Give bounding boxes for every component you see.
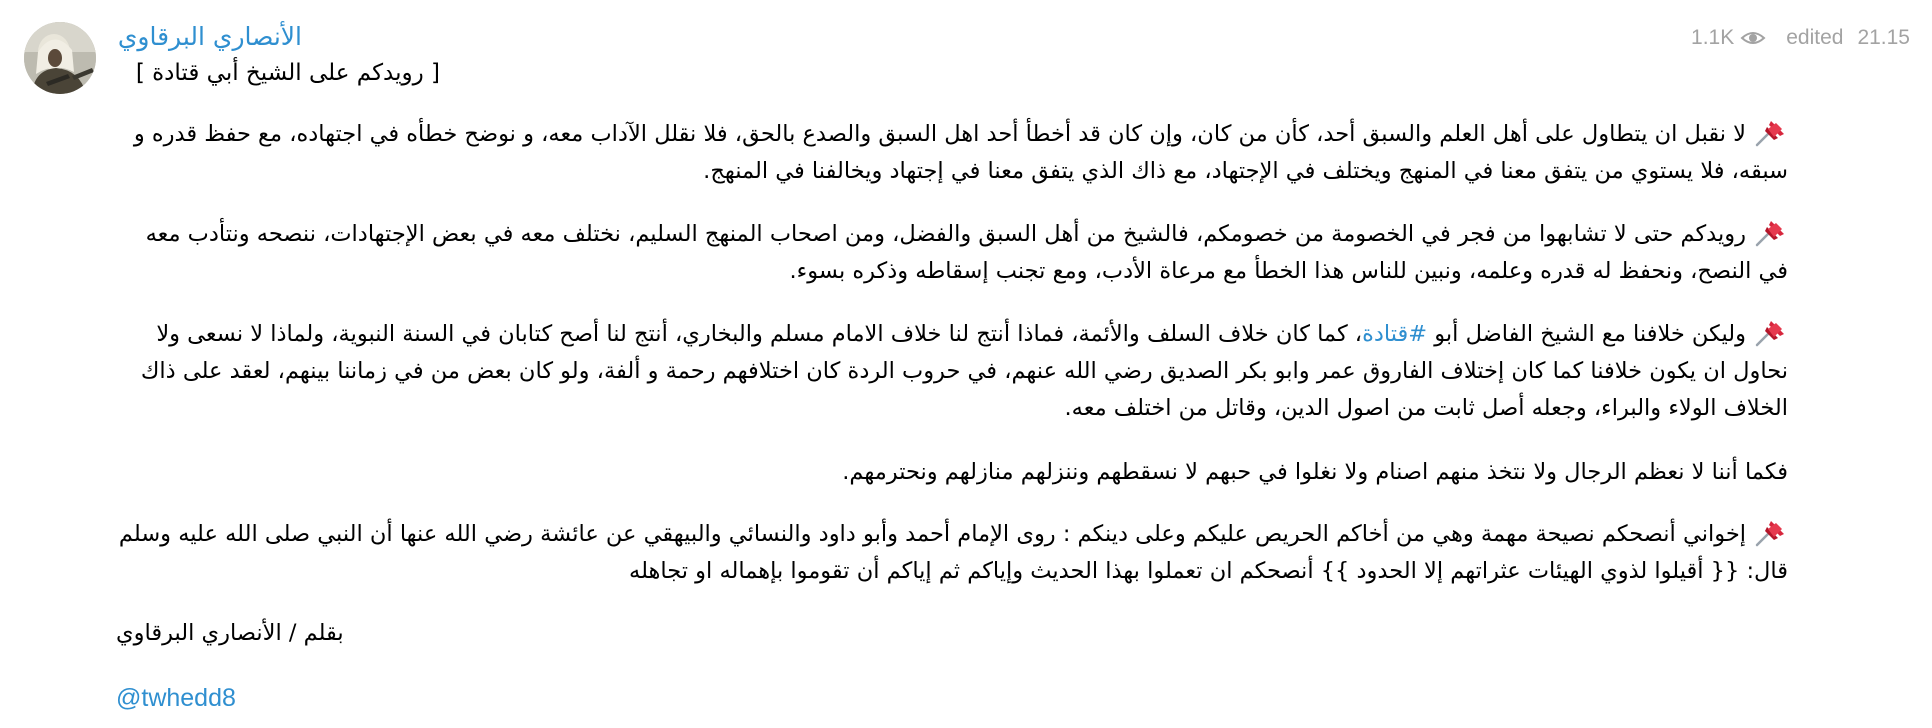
channel-author-name[interactable]: الأنصاري البرقاوي	[117, 22, 302, 51]
paragraph-text: فكما أننا لا نعظم الرجال ولا نتخذ منهم اصنام ولا نغلوا في حبهم لا نسقطهم وننزلهم منازلهم ونحترمهم.	[842, 459, 1788, 485]
pushpin-icon	[1754, 117, 1788, 147]
paragraph-text: إخواني أنصحكم نصيحة مهمة وهي من أخاكم الحريص عليكم وعلى دينكم : روى الإمام أحمد وأبو داود والنسائي والبيهقي عن عائشة رضي الله عنها أن النبي صلى الله عليه وسلم قال: {{ أقيلوا لذوي الهيئات عثراتهم إلا الحدود }} أنصحكم ان تعملوا بهذا الحديث وإياكم ثم إياكم أن تقوموا بإهماله او تجاهله	[118, 521, 1788, 584]
paragraph-text: ، كما كان خلاف السلف والأئمة، فماذا أنتج لنا خلاف الامام مسلم والبخاري، أنتج لنا أصح كتابان في السنة النبوية، ولماذا لا نسعى ولا نحاول ان يكون خلافنا كما كان إختلاف الفاروق عمر وابو بكر الصديق رضي الله عنهم، في حروب الردة كان اختلافهم رحمة و ألفة، ولو كان بعض من في زماننا بينهم، لعقد على ذاك الخلاف الولاء والبراء، وجعله أصل ثابت من اصول الدين، وقاتل من اختلف معه.	[140, 321, 1788, 421]
eye-icon	[1740, 27, 1766, 49]
paragraph-text: وليكن خلافنا مع الشيخ الفاضل أبو	[1427, 321, 1746, 347]
hashtag-link[interactable]: #قتادة	[1362, 321, 1428, 347]
paragraph	[116, 454, 1788, 491]
post-title: [ رويدكم على الشيخ أبي قتادة ]	[135, 60, 440, 86]
post-meta	[1691, 26, 1910, 50]
paragraph	[116, 116, 1788, 190]
paragraph-text: لا نقبل ان يتطاول على أهل العلم والسبق أحد، كأن من كان، وإن كان قد أخطأ أحد اهل السبق والصدع بالحق، فلا نقلل الآداب معه، و نوضح خطأه في اجتهاده، مع حفظ قدره و سبقه، فلا يستوي من يتفق معنا في المنهج ويختلف في الإجتهاد، مع ذاك الذي يتفق معنا في إجتهاد ويخالفنا في المنهج.	[133, 121, 1788, 184]
view-count: 1.1K	[1691, 26, 1735, 49]
channel-handle-link[interactable]: @twhedd8	[116, 684, 236, 712]
post-signature: بقلم / الأنصاري البرقاوي	[116, 620, 344, 646]
edited-label: edited	[1786, 26, 1844, 49]
pushpin-icon	[1754, 517, 1788, 547]
pushpin-icon	[1754, 217, 1788, 247]
post-time: 21.15	[1857, 26, 1910, 49]
pushpin-icon	[1754, 317, 1788, 347]
avatar[interactable]	[24, 22, 96, 94]
paragraph	[116, 516, 1788, 590]
paragraph	[116, 316, 1788, 427]
avatar-image	[24, 22, 96, 94]
paragraph-text: رويدكم حتى لا تشابهوا من فجر في الخصومة من خصومكم، فالشيخ من أهل السبق والفضل، ومن اصحاب المنهج السليم، نختلف معه في بعض الإجتهادات، ننصحه ونتأدب معه في النصح، ونحفظ له قدره وعلمه، ونبين للناس هذا الخطأ مع مرعاة الأدب، ومع تجنب إسقاطه وذكره بسوء.	[145, 221, 1788, 284]
paragraph	[116, 216, 1788, 290]
